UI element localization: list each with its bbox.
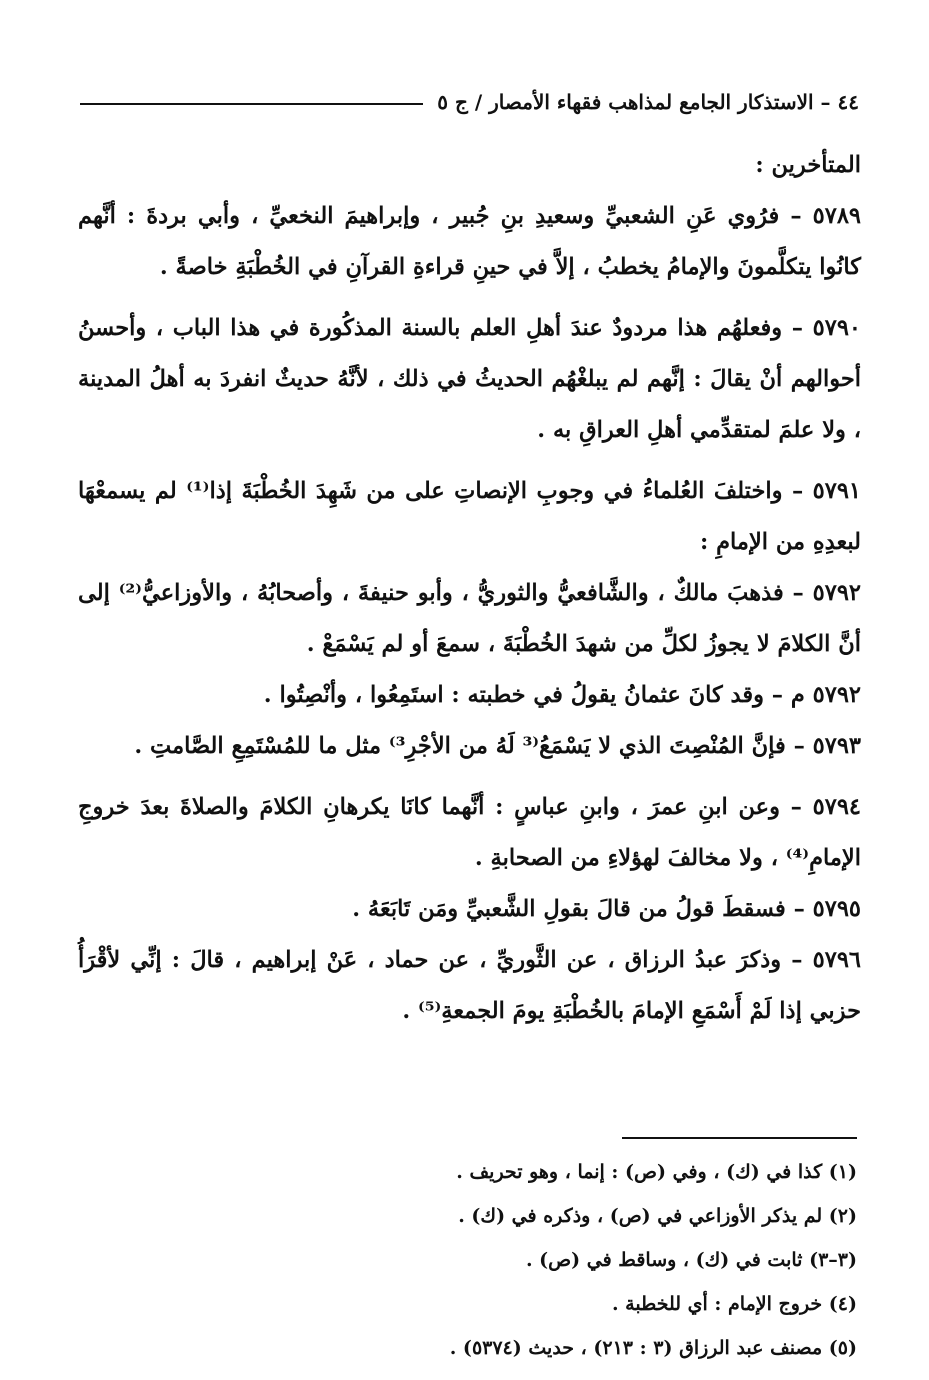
footnote-2: (٢) لم يذكر الأوزاعي في (ص) ، وذكره في (ك) . bbox=[458, 1205, 857, 1227]
footnotes bbox=[78, 1150, 857, 1370]
paragraph-5791: ٥٧٩١ – واختلفَ العُلماءُ في وجوبِ الإنصاتِ على من شَهِدَ الخُطْبَةَ إذا⁽¹⁾ لم يسمعْهَا لبعدِهِ من الإمامِ : bbox=[78, 478, 862, 555]
paragraph-5790: ٥٧٩٠ – وفعلهُم هذا مردودٌ عندَ أهلِ العلم بالسنة المذكُورة في هذا الباب ، وأحسنُ أحوالهم أنْ يقالَ : إنَّهم لم يبلغْهُم الحديثُ في ذلك ، لأنَّهُ حديثٌ انفردَ به أهلُ المدينة ، ولا علمَ لمتقدِّمي أهلِ العراقِ به . bbox=[78, 315, 861, 443]
footnote-5: (٥) مصنف عبد الرزاق (٣ : ٢١٣) ، حديث (٥٣٧٤) . bbox=[449, 1337, 857, 1359]
paragraph-5793: ٥٧٩٣ – فإنَّ المُنْصِتَ الذي لا يَسْمَعُ⁽³ لَهُ من الأجْرِ³⁾ مثل ما للمُسْتَمِعِ الصَّامتِ . bbox=[134, 733, 861, 759]
header-rule bbox=[80, 103, 423, 105]
paragraph-5796: ٥٧٩٦ – وذكرَ عبدُ الرزاق ، عن الثَّوريِّ ، عن حماد ، عَنْ إبراهيم ، قالَ : إنِّي لأقْرَأُ حزبي إذا لَمْ أَسْمَعِ الإمامَ بالخُطْبَةِ يومَ الجمعةِ⁽⁵⁾ . bbox=[78, 947, 861, 1024]
footnote-3: (٣–٣) ثابت في (ك) ، وساقط في (ص) . bbox=[525, 1249, 857, 1271]
paragraph-5789: ٥٧٨٩ – فرُوي عَنِ الشعبيِّ وسعيدِ بنِ جُبير ، وإبراهيمَ النخعيِّ ، وأبي بردةَ : أنَّهم كانُوا يتكلَّمونَ والإمامُ يخطبُ ، إلاَّ في حينِ قراءةِ القرآنِ في الخُطْبَةِ خاصةً . bbox=[78, 203, 861, 280]
running-head bbox=[80, 82, 859, 122]
paragraph-5792: ٥٧٩٢ – فذهبَ مالكٌ ، والشَّافعيُّ والثوريُّ ، وأبو حنيفةَ ، وأصحابُهُ ، والأوزاعيُّ⁽²⁾ إلى أنَّ الكلامَ لا يجوزُ لكلِّ من شهدَ الخُطْبَةَ ، سمعَ أو لم يَسْمَعْ . bbox=[78, 580, 861, 657]
paragraph-continuation: المتأخرين : bbox=[755, 152, 861, 178]
footnote-1: (١) كذا في (ك) ، وفي (ص) : إنما ، وهو تحريف . bbox=[456, 1161, 857, 1183]
paragraph-5795: ٥٧٩٥ – فسقطَ قولُ من قالَ بقولِ الشَّعبيِّ ومَن تَابَعَهُ . bbox=[352, 896, 861, 922]
paragraph-5794: ٥٧٩٤ – وعن ابنِ عمرَ ، وابنِ عباسٍ : أنَّهما كانَا يكرهانِ الكلامَ والصلاةَ بعدَ خروجِ الإمامِ⁽⁴⁾ ، ولا مخالفَ لهؤلاءِ من الصحابةِ . bbox=[78, 794, 861, 871]
footnote-4: (٤) خروج الإمام : أي للخطبة . bbox=[611, 1293, 857, 1315]
main-text bbox=[78, 140, 861, 1037]
running-head-title: ٤٤ – الاستذكار الجامع لمذاهب فقهاء الأمصار / ج ٥ bbox=[437, 90, 859, 114]
footnote-rule bbox=[622, 1137, 857, 1139]
paragraph-5792m: ٥٧٩٢ م – وقد كانَ عثمانُ يقولُ في خطبته : استَمِعُوا ، وأنْصِتُوا . bbox=[263, 682, 861, 708]
